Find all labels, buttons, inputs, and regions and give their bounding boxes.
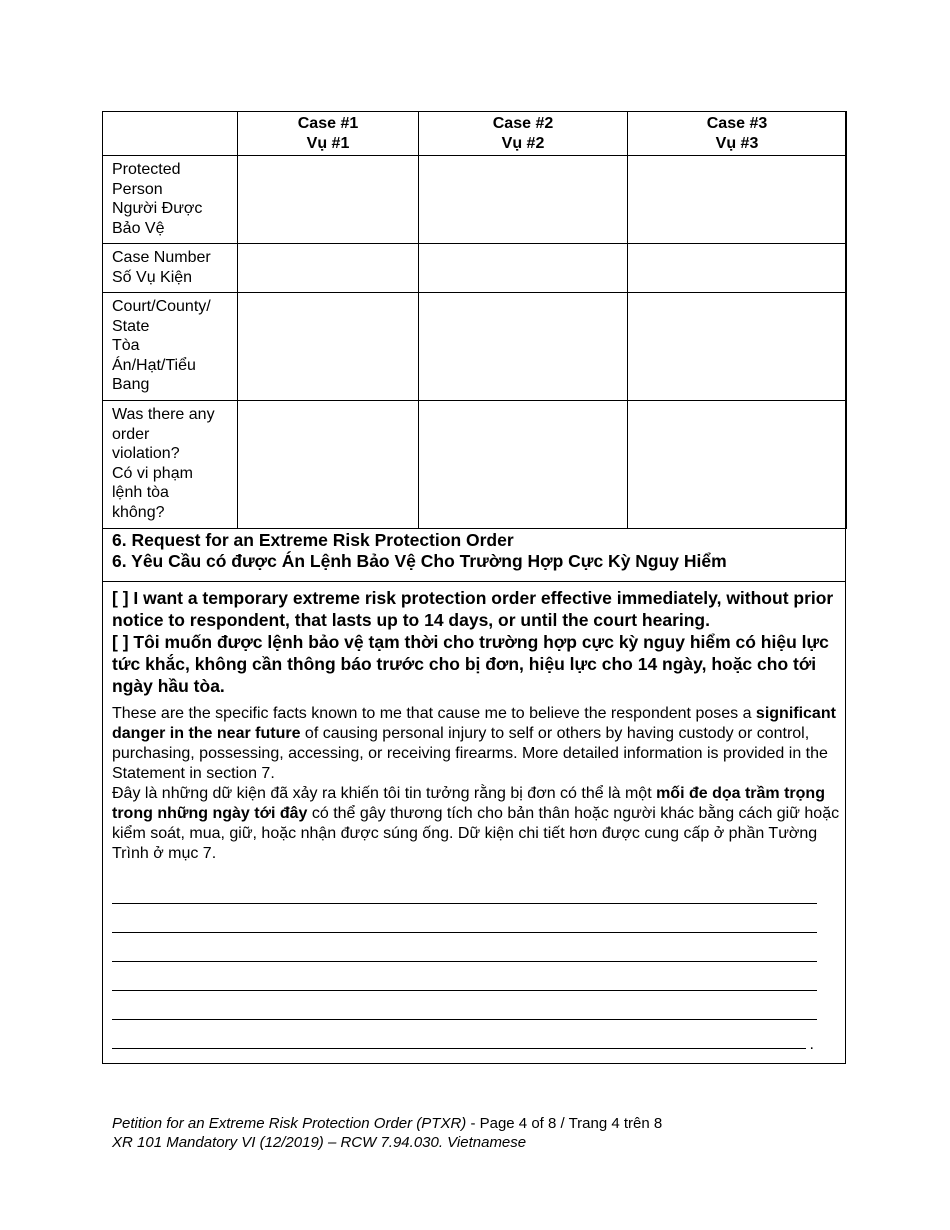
temporary-order-checkbox-vi[interactable]: [ ] Tôi muốn được lệnh bảo vệ tạm thời cho trường hợp cực kỳ nguy hiểm có hiệu lực tức khắc, không cần thông báo trước cho bị đơn, hiệu lực cho 14 ngày, hoặc cho tới ngày hầu tòa. <box>112 632 829 696</box>
footer-title-line <box>112 1114 662 1133</box>
answer-line[interactable] <box>112 875 817 904</box>
court-case-1-field[interactable] <box>238 293 419 401</box>
answer-line-last[interactable] <box>112 1020 814 1053</box>
case-number-case-3-field[interactable] <box>628 244 847 293</box>
temporary-order-checkbox-en[interactable]: [ ] I want a temporary extreme risk protection order effective immediately, without prior notice to respondent, that lasts up to 14 days, or until the court hearing. <box>112 588 834 630</box>
answer-line[interactable] <box>112 962 817 991</box>
facts-en: These are the specific facts known to me that cause me to believe the respondent poses a significant danger in the near future of causing personal injury to self or others by having custody or control, purchasing, possessing, accessing, or receiving firearms. More detailed information is provided in the Statement in section 7. <box>112 705 836 782</box>
court-case-3-field[interactable] <box>628 293 847 401</box>
table-row-order-violation <box>103 401 847 529</box>
table-row-court <box>103 293 847 401</box>
column-header-case-2: Case #2 Vụ #2 <box>419 112 628 156</box>
answer-line[interactable] <box>112 904 817 933</box>
section-6-title-vi: 6. Yêu Cầu có được Án Lệnh Bảo Vệ Cho Trường Hợp Cực Kỳ Nguy Hiểm <box>112 551 727 571</box>
case-table <box>102 111 847 529</box>
temporary-order-checkbox-block[interactable] <box>112 587 840 697</box>
protected-person-case-2-field[interactable] <box>419 156 628 244</box>
protected-person-case-1-field[interactable] <box>238 156 419 244</box>
section-6-heading <box>103 527 845 582</box>
order-violation-case-3-field[interactable] <box>628 401 847 529</box>
facts-answer-lines[interactable] <box>112 875 817 1053</box>
row-label-order-violation: Was there any order violation? Có vi phạm lệnh tòa không? <box>103 401 238 529</box>
footer-form-title: Petition for an Extreme Risk Protection Order (PTXR) <box>112 1115 467 1132</box>
row-label-court: Court/County/ State Tòa Án/Hạt/Tiểu Bang <box>103 293 238 401</box>
order-violation-case-1-field[interactable] <box>238 401 419 529</box>
section-6-title-en: 6. Request for an Extreme Risk Protection Order <box>112 530 514 550</box>
order-violation-case-2-field[interactable] <box>419 401 628 529</box>
column-header-case-3: Case #3 Vụ #3 <box>628 112 847 156</box>
facts-vi: Đây là những dữ kiện đã xảy ra khiến tôi tin tưởng rằng bị đơn có thể là một mối đe dọa trầm trọng trong những ngày tới đây có thể gây thương tích cho bản thân hoặc người khác bằng cách giữ hoặc kiểm soát, mua, giữ, hoặc nhận được súng ống. Dữ kiện chi tiết hơn được cung cấp ở phần Tường Trình ở mục 7. <box>112 785 840 862</box>
row-label-case-number: Case Number Số Vụ Kiện <box>103 244 238 293</box>
table-corner-cell <box>103 112 238 156</box>
line-end-period: . <box>809 1036 814 1053</box>
facts-en-emphasis: significant danger in the near future <box>112 705 836 742</box>
footer-page-info: - Page 4 of 8 / Trang 4 trên 8 <box>466 1115 663 1132</box>
case-number-case-2-field[interactable] <box>419 244 628 293</box>
footer-form-id: XR 101 Mandatory VI (12/2019) – RCW 7.94.030. Vietnamese <box>112 1134 527 1151</box>
case-number-case-1-field[interactable] <box>238 244 419 293</box>
row-label-protected-person: Protected Person Người Được Bảo Vệ <box>103 156 238 244</box>
court-case-2-field[interactable] <box>419 293 628 401</box>
specific-facts-paragraph <box>112 704 840 864</box>
page-footer <box>112 1114 662 1152</box>
facts-vi-emphasis: mối đe dọa trầm trọng trong những ngày tới đây <box>112 785 825 822</box>
column-header-case-1: Case #1 Vụ #1 <box>238 112 419 156</box>
protected-person-case-3-field[interactable] <box>628 156 847 244</box>
table-row-case-number <box>103 244 847 293</box>
answer-line[interactable] <box>112 991 817 1020</box>
answer-line[interactable] <box>112 933 817 962</box>
table-row-protected-person <box>103 156 847 244</box>
table-header-row <box>103 112 847 156</box>
